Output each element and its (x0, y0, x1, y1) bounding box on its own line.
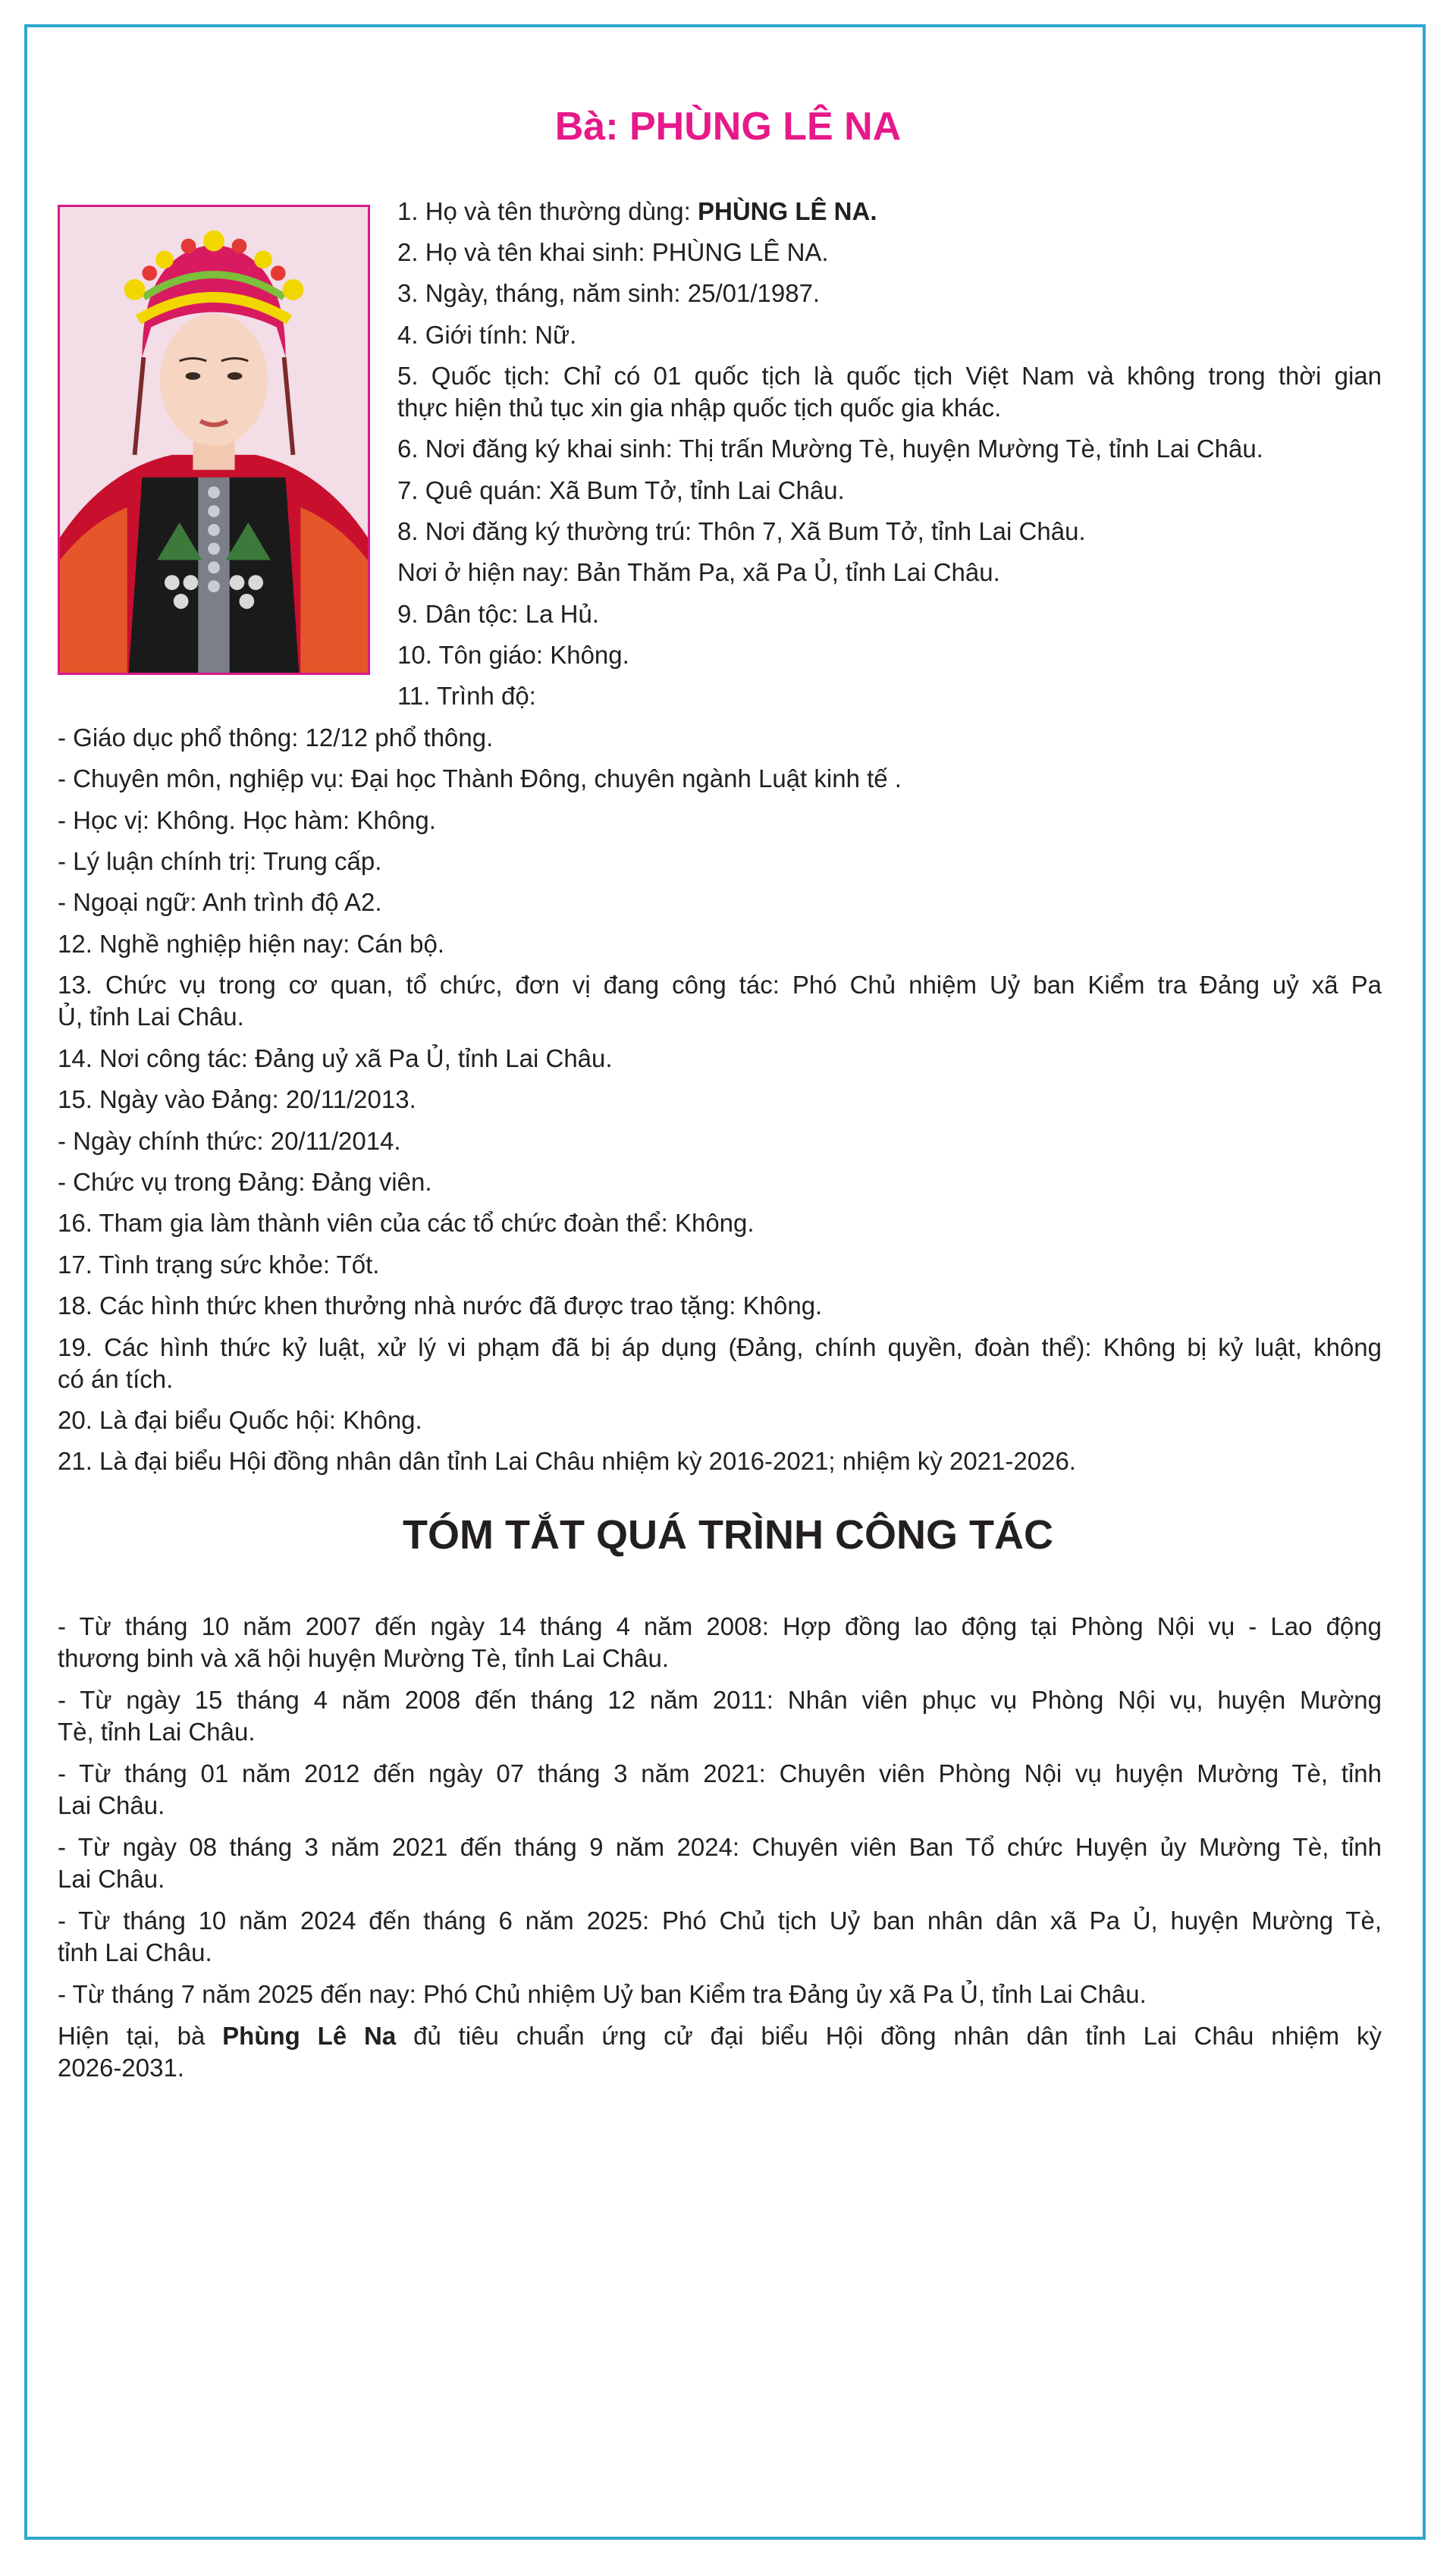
info-line-2: 2. Họ và tên khai sinh: PHÙNG LÊ NA. (397, 238, 829, 266)
info-line-13a: 13. Chức vụ trong cơ quan, tổ chức, đơn vị đang công tác: Phó Chủ nhiệm Uỷ ban Kiểm tra Đảng uỷ xã Pa (58, 971, 1382, 999)
history-line-4a: - Từ ngày 08 tháng 3 năm 2021 đến tháng 9 năm 2024: Chuyên viên Ban Tổ chức Huyện ủy Mường Tè, tỉnh (58, 1833, 1382, 1861)
history-line-3a: - Từ tháng 01 năm 2012 đến ngày 07 tháng 3 năm 2021: Chuyên viên Phòng Nội vụ huyện Mường Tè, tỉnh (58, 1759, 1382, 1787)
info-line-15a: - Ngày chính thức: 20/11/2014. (58, 1127, 401, 1155)
history-line-6: - Từ tháng 7 năm 2025 đến nay: Phó Chủ nhiệm Uỷ ban Kiểm tra Đảng ủy xã Pa Ủ, tỉnh Lai Châu. (58, 1980, 1147, 2008)
info-line-7: 7. Quê quán: Xã Bum Tở, tỉnh Lai Châu. (397, 476, 845, 504)
history-line-7a (58, 2020, 1382, 2052)
info-line-11: 11. Trình độ: (397, 682, 536, 710)
info-line-18: 18. Các hình thức khen thưởng nhà nước đã được trao tặng: Không. (58, 1291, 823, 1320)
history-line-1b: thương binh và xã hội huyện Mường Tè, tỉnh Lai Châu. (58, 1644, 670, 1672)
info-line-21: 21. Là đại biểu Hội đồng nhân dân tỉnh Lai Châu nhiệm kỳ 2016-2021; nhiệm kỳ 2021-2026. (58, 1447, 1076, 1475)
summary-heading: TÓM TẮT QUÁ TRÌNH CÔNG TÁC (403, 1512, 1053, 1558)
conclusion-text: đủ tiêu chuẩn ứng cử đại biểu Hội đồng nhân dân tỉnh Lai Châu nhiệm kỳ (396, 2022, 1382, 2050)
history-line-2a: - Từ ngày 15 tháng 4 năm 2008 đến tháng 12 năm 2011: Nhân viên phục vụ Phòng Nội vụ, huyện Mường (58, 1686, 1382, 1714)
info-line-8b: Nơi ở hiện nay: Bản Thăm Pa, xã Pa Ủ, tỉnh Lai Châu. (397, 558, 1000, 586)
candidate-name: Phùng Lê Na (222, 2022, 397, 2050)
history-line-2b: Tè, tỉnh Lai Châu. (58, 1718, 256, 1746)
info-line-3: 3. Ngày, tháng, năm sinh: 25/01/1987. (397, 279, 821, 307)
info-line-10: 10. Tôn giáo: Không. (397, 641, 629, 669)
info-line-19a: 19. Các hình thức kỷ luật, xử lý vi phạm đã bị áp dụng (Đảng, chính quyền, đoàn thể): Không bị kỷ luật, không (58, 1333, 1382, 1361)
info-line-13b: Ủ, tỉnh Lai Châu. (58, 1003, 244, 1031)
info-line-9: 9. Dân tộc: La Hủ. (397, 600, 599, 628)
history-line-7b: 2026-2031. (58, 2054, 184, 2082)
info-line-14: 14. Nơi công tác: Đảng uỷ xã Pa Ủ, tỉnh Lai Châu. (58, 1044, 613, 1072)
portrait-illustration (60, 207, 368, 673)
conclusion-prefix: Hiện tại, bà (58, 2022, 223, 2050)
info-line-6: 6. Nơi đăng ký khai sinh: Thị trấn Mường Tè, huyện Mường Tè, tỉnh Lai Châu. (397, 435, 1263, 463)
history-line-1a: - Từ tháng 10 năm 2007 đến ngày 14 tháng 4 năm 2008: Hợp đồng lao động tại Phòng Nội vụ - Lao động (58, 1612, 1382, 1640)
candidate-photo (58, 205, 370, 675)
history-line-3b: Lai Châu. (58, 1791, 165, 1819)
info-line-1 (397, 196, 877, 228)
info-line-17: 17. Tình trạng sức khỏe: Tốt. (58, 1251, 380, 1279)
info-line-11c: - Học vị: Không. Học hàm: Không. (58, 806, 436, 834)
info-line-15b: - Chức vụ trong Đảng: Đảng viên. (58, 1168, 432, 1196)
info-line-15: 15. Ngày vào Đảng: 20/11/2013. (58, 1085, 416, 1113)
info-line-16: 16. Tham gia làm thành viên của các tổ chức đoàn thể: Không. (58, 1209, 755, 1237)
info-line-11b: - Chuyên môn, nghiệp vụ: Đại học Thành Đông, chuyên ngành Luật kinh tế . (58, 764, 902, 792)
history-line-5b: tỉnh Lai Châu. (58, 1938, 212, 1966)
info-line-12: 12. Nghề nghiệp hiện nay: Cán bộ. (58, 930, 445, 958)
info-line-4: 4. Giới tính: Nữ. (397, 321, 577, 349)
info-line-19b: có án tích. (58, 1365, 174, 1393)
info-line-11d: - Lý luận chính trị: Trung cấp. (58, 847, 382, 875)
history-line-4b: Lai Châu. (58, 1865, 165, 1893)
info-label: 1. Họ và tên thường dùng: (397, 197, 698, 225)
info-line-5b: thực hiện thủ tục xin gia nhập quốc tịch quốc gia khác. (397, 394, 1002, 422)
full-name-value: PHÙNG LÊ NA. (697, 197, 877, 225)
info-line-11e: - Ngoại ngữ: Anh trình độ A2. (58, 888, 382, 916)
history-line-5a: - Từ tháng 10 năm 2024 đến tháng 6 năm 2025: Phó Chủ tịch Uỷ ban nhân dân xã Pa Ủ, huyện Mường Tè, (58, 1907, 1382, 1935)
page-title: Bà: PHÙNG LÊ NA (554, 105, 902, 149)
info-line-11a: - Giáo dục phổ thông: 12/12 phổ thông. (58, 723, 494, 752)
info-line-8: 8. Nơi đăng ký thường trú: Thôn 7, Xã Bum Tở, tỉnh Lai Châu. (397, 517, 1086, 545)
info-line-5a: 5. Quốc tịch: Chỉ có 01 quốc tịch là quốc tịch Việt Nam và không trong thời gian (397, 362, 1382, 390)
info-line-20: 20. Là đại biểu Quốc hội: Không. (58, 1406, 422, 1434)
